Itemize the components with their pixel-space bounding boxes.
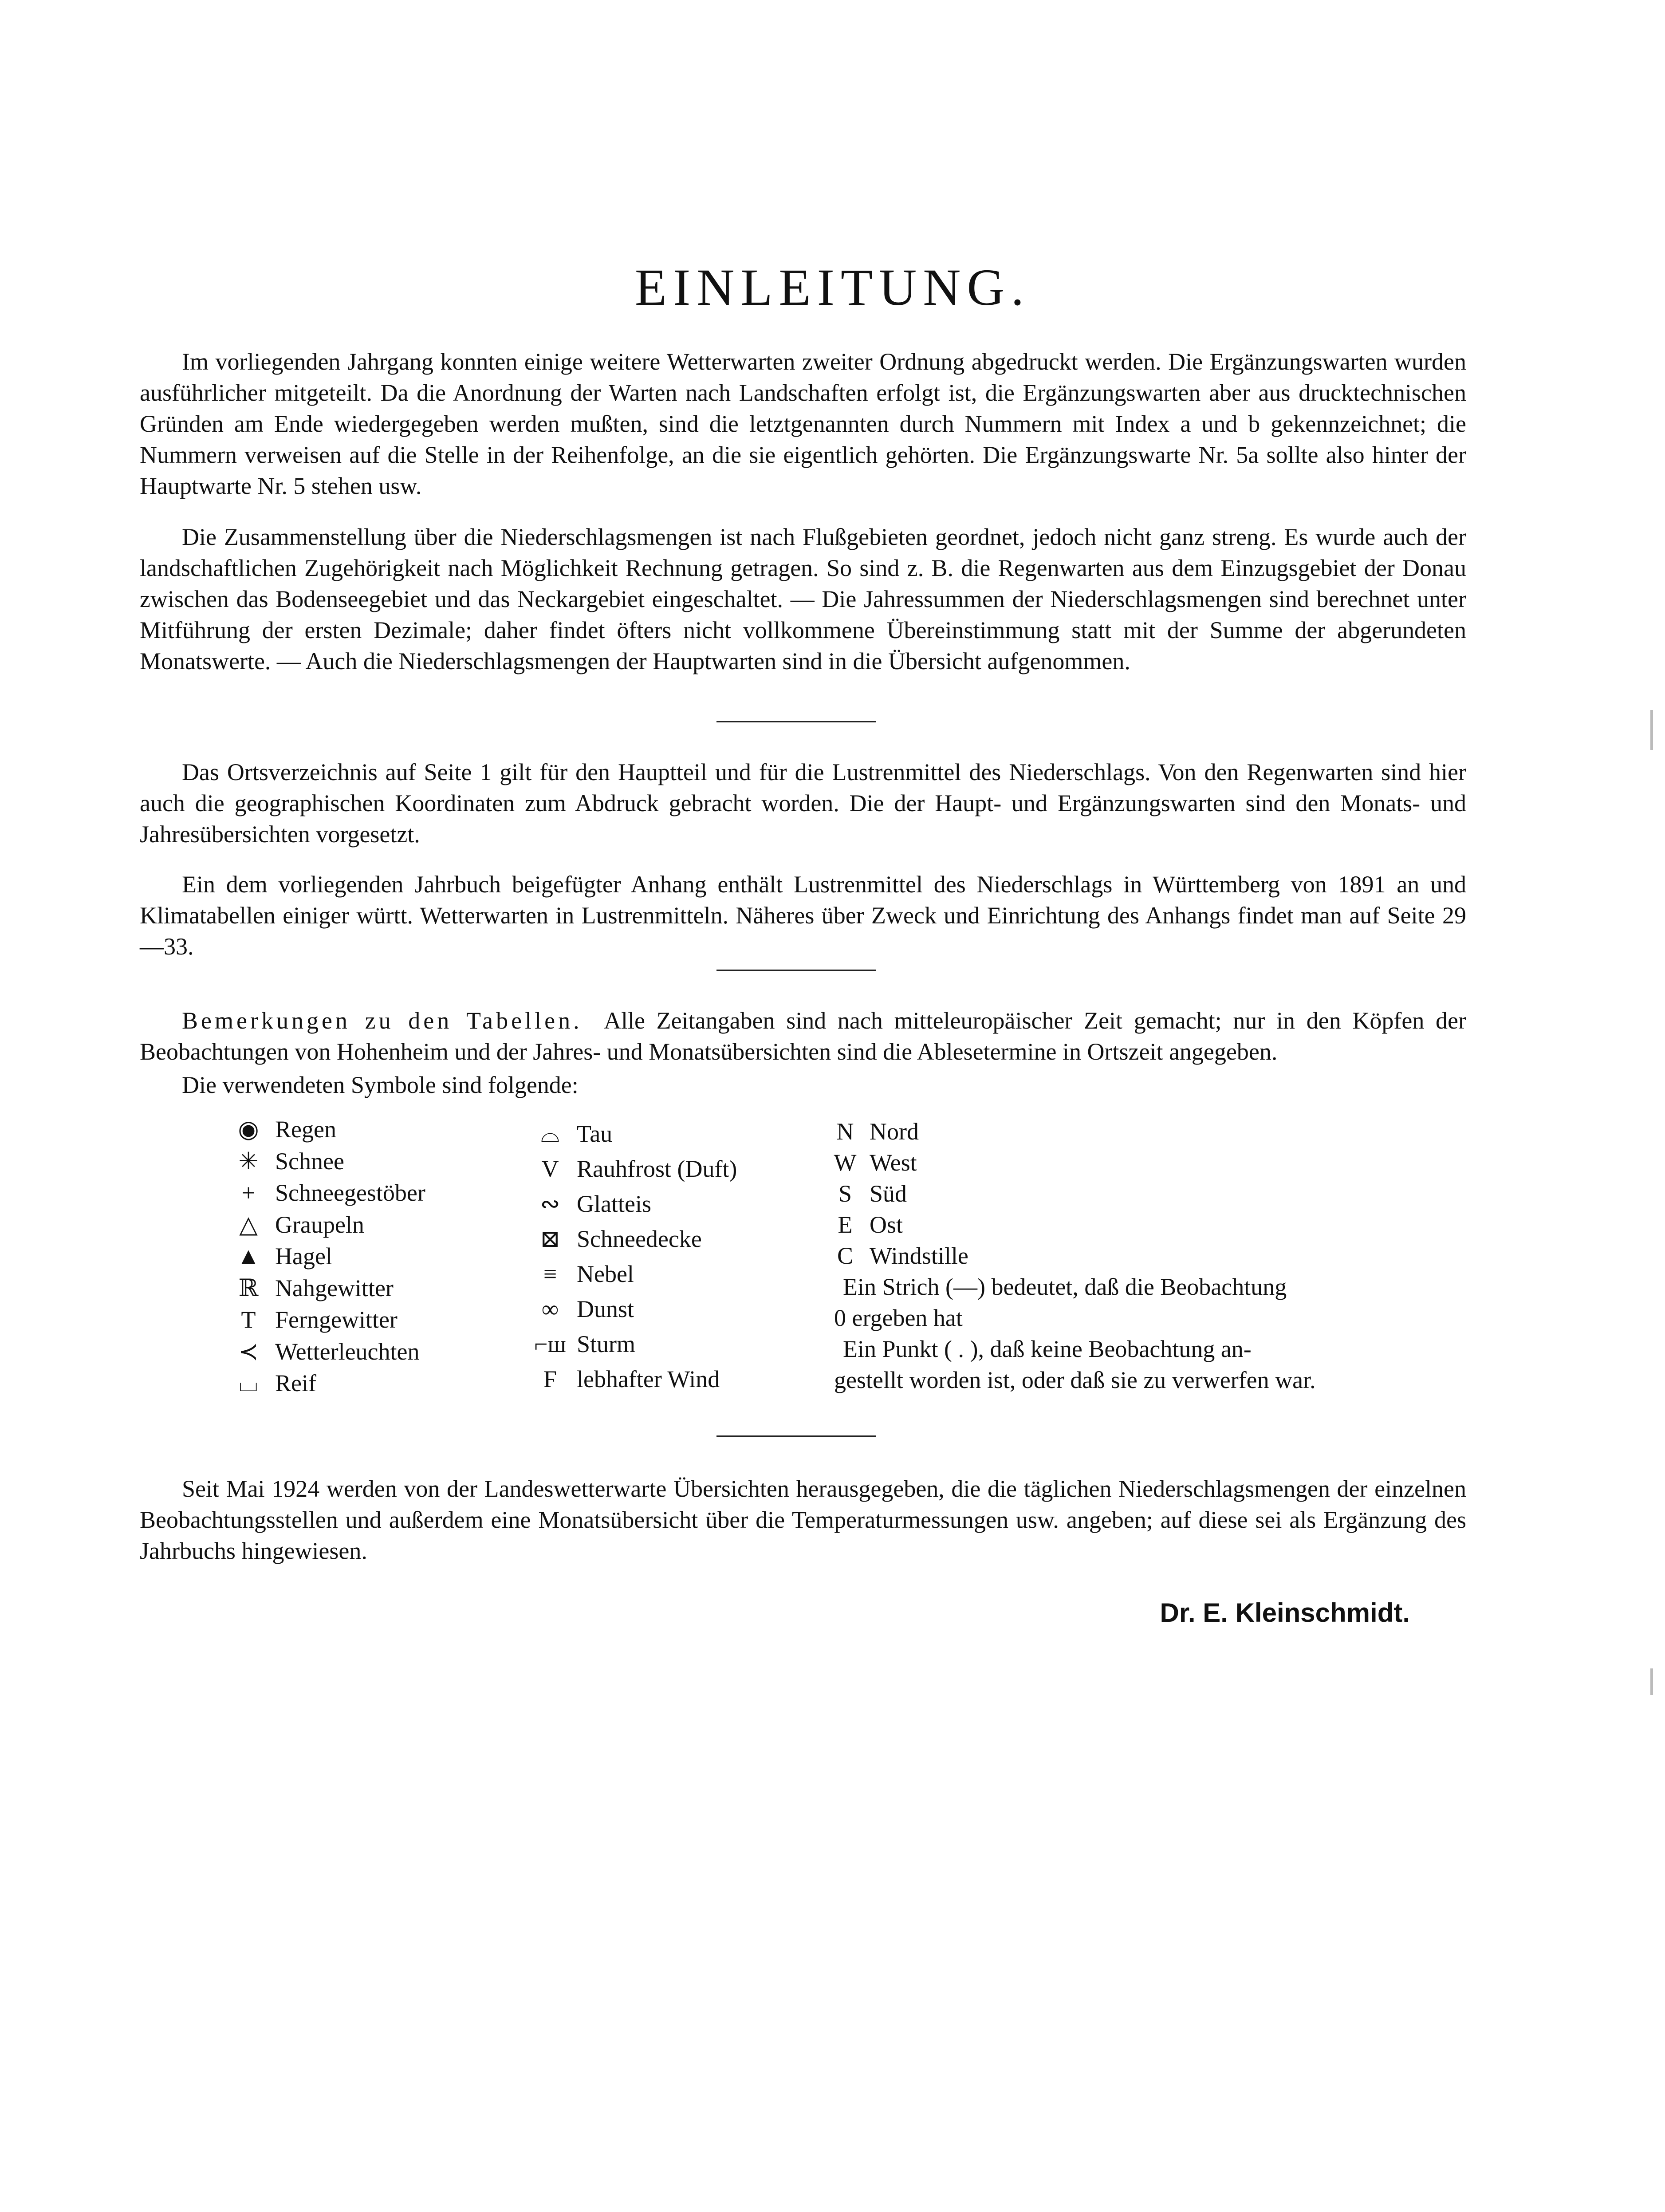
- symbol-label: lebhafter Wind: [577, 1366, 720, 1392]
- direction-letter: E: [838, 1211, 853, 1238]
- direction-letter: N: [836, 1118, 854, 1145]
- symbol-label: Wetterleuchten: [275, 1338, 420, 1365]
- haze-icon: ∞: [541, 1296, 559, 1322]
- page-title: EINLEITUNG.: [634, 258, 1031, 316]
- glaze-icon: ∾: [540, 1191, 560, 1217]
- snow-icon: ✳: [238, 1147, 259, 1175]
- dash-note: [834, 1271, 1344, 1333]
- separator-rule-3: [716, 1435, 876, 1437]
- direction-letter: C: [837, 1242, 854, 1269]
- symbol-row: [231, 1146, 344, 1177]
- symbol-row: [532, 1188, 651, 1219]
- direction-row: [827, 1178, 907, 1209]
- separator-rule-2: [716, 970, 876, 971]
- direction-label: Nord: [870, 1118, 919, 1145]
- symbol-label: Sturm: [577, 1331, 636, 1357]
- symbol-row: [231, 1209, 364, 1240]
- hoarfrost-icon: ⌴: [239, 1370, 258, 1396]
- signature: Dr. E. Kleinschmidt.: [1160, 1598, 1410, 1628]
- fog-icon: ≡: [543, 1261, 557, 1287]
- dot-note-line-2: gestellt worden ist, oder daß sie zu verwerfen war.: [834, 1367, 1316, 1393]
- distant-thunderstorm-icon: T: [241, 1306, 256, 1333]
- rime-icon: V: [541, 1155, 559, 1182]
- sheet-lightning-icon: ≺: [238, 1338, 259, 1365]
- symbol-label: Hagel: [275, 1243, 332, 1270]
- direction-label: West: [870, 1149, 917, 1176]
- scan-edge-mark: [1650, 710, 1653, 750]
- rain-icon: ◉: [238, 1116, 259, 1143]
- symbols-intro: Die verwendeten Symbole sind folgende:: [182, 1072, 579, 1098]
- near-thunderstorm-icon: ℝ: [238, 1274, 259, 1301]
- direction-row: [827, 1147, 917, 1178]
- symbol-row: [532, 1153, 737, 1184]
- symbol-row: [532, 1293, 634, 1325]
- intro-paragraph-2: Die Zusammenstellung über die Niederschlagsmengen ist nach Flußgebieten geordnet, jedoch nicht ganz streng. Es wurde auch der landschaftlichen Zugehörigkeit nach Möglichkeit Rechnung getragen. So sind z. B. die Regenwarten aus dem Einzugsgebiet der Donau zwischen das Bodenseegebiet und das Neckargebiet eingeschaltet. — Die Jahressummen der Niederschlagsmengen sind berechnet unter Mitführung der ersten Dezimale; daher findet öfters nicht vollkommene Übereinstimmung statt mit der Summe der abgerundeten Monatswerte. — Auch die Niederschlagsmengen der Hauptwarten sind in die Übersicht aufgenommen.: [140, 524, 1466, 674]
- scan-edge-mark: [1650, 1668, 1653, 1695]
- symbol-row: [231, 1241, 332, 1272]
- symbol-row: [532, 1329, 635, 1360]
- dash-note-line-2: 0 ergeben hat: [834, 1305, 963, 1331]
- dew-icon: ⌓: [540, 1120, 560, 1147]
- symbol-label: Reif: [275, 1370, 316, 1396]
- symbol-label: Tau: [577, 1120, 613, 1147]
- intro-paragraph-4: Ein dem vorliegenden Jahrbuch beigefügter Anhang enthält Lustrenmittel des Niederschlags in Württemberg von 1891 an und Klimatabellen einiger württ. Wetterwarten in Lustrenmitteln. Näheres über Zweck und Einrichtung des Anhangs findet man auf Seite 29—33.: [140, 871, 1466, 960]
- direction-letter: S: [838, 1180, 852, 1207]
- remarks-text: Alle Zeitangaben sind nach mitteleuropäischer Zeit gemacht; nur in den Köpfen der Beobachtungen von Hohenheim und der Jahres- und Monatsübersichten sind die Ablesetermine in Ortszeit angegeben.: [140, 1007, 1466, 1065]
- symbol-label: Rauhfrost (Duft): [577, 1155, 737, 1182]
- fresh-wind-icon: Ϝ: [543, 1366, 557, 1392]
- symbol-label: Nahgewitter: [275, 1274, 394, 1301]
- intro-paragraph-3: Das Ortsverzeichnis auf Seite 1 gilt für den Hauptteil und für die Lustrenmittel des Niederschlags. Von den Regenwarten sind hier auch die geographischen Koordinaten zum Abdruck gebracht worden. Die der Haupt- und Ergänzungswarten sind den Monats- und Jahresübersichten vorgesetzt.: [140, 759, 1466, 848]
- snow-cover-icon: ⊠: [540, 1226, 560, 1252]
- symbol-row: [532, 1364, 720, 1395]
- hail-icon: ▲: [236, 1243, 260, 1270]
- closing-paragraph: Seit Mai 1924 werden von der Landeswetterwarte Übersichten herausgegeben, die die täglichen Niederschlagsmengen der einzelnen Beobachtungsstellen und außerdem eine Monatsübersicht über die Temperaturmessungen usw. angeben; auf diese sei als Ergänzung des Jahrbuchs hingewiesen.: [140, 1475, 1466, 1564]
- storm-icon: ⌐ш: [534, 1331, 567, 1357]
- symbol-row: [231, 1336, 419, 1367]
- symbol-row: [231, 1368, 316, 1399]
- symbol-row: [231, 1304, 398, 1335]
- direction-label: Windstille: [870, 1242, 968, 1269]
- remarks-heading: Bemerkungen zu den Tabellen.: [182, 1007, 583, 1034]
- symbol-label: Regen: [275, 1116, 336, 1143]
- symbol-label: Graupeln: [275, 1211, 364, 1238]
- separator-rule-1: [716, 721, 876, 722]
- symbol-label: Dunst: [577, 1296, 634, 1322]
- symbol-row: [532, 1258, 634, 1289]
- remarks-paragraph: [140, 1005, 1466, 1067]
- symbol-row: [532, 1118, 612, 1149]
- symbol-label: Nebel: [577, 1261, 634, 1287]
- direction-label: Süd: [870, 1180, 907, 1207]
- snowdrift-icon: +: [241, 1179, 256, 1206]
- dash-note-line-1: Ein Strich (—) bedeutet, daß die Beobachtung: [843, 1274, 1287, 1300]
- direction-row: [827, 1209, 903, 1240]
- direction-row: [827, 1240, 968, 1271]
- dot-note: [834, 1333, 1344, 1396]
- symbol-row: [231, 1273, 394, 1304]
- symbol-label: Schnee: [275, 1147, 344, 1175]
- symbol-row: [532, 1223, 702, 1254]
- symbol-row: [231, 1177, 425, 1208]
- symbol-row: [231, 1114, 336, 1145]
- symbol-label: Glatteis: [577, 1191, 651, 1217]
- graupel-icon: △: [239, 1211, 258, 1238]
- symbol-label: Schneegestöber: [275, 1179, 425, 1206]
- intro-paragraph-1: Im vorliegenden Jahrgang konnten einige weitere Wetterwarten zweiter Ordnung abgedruckt werden. Die Ergänzungswarten wurden ausführlicher mitgeteilt. Da die Anordnung der Warten nach Landschaften erfolgt ist, die Ergänzungswarten aber aus drucktechnischen Gründen am Ende wiedergegeben werden mußten, sind die letztgenannten durch Nummern mit Index a und b gekennzeichnet; die Nummern verweisen auf die Stelle in der Reihenfolge, an die sie eigentlich gehörten. Die Ergänzungswarte Nr. 5a sollte also hinter der Hauptwarte Nr. 5 stehen usw.: [140, 348, 1466, 499]
- dot-note-line-1: Ein Punkt ( . ), daß keine Beobachtung an-: [843, 1336, 1252, 1362]
- direction-row: [827, 1116, 919, 1147]
- direction-label: Ost: [870, 1211, 903, 1238]
- symbol-label: Ferngewitter: [275, 1306, 398, 1333]
- direction-letter: W: [834, 1149, 857, 1176]
- symbol-label: Schneedecke: [577, 1226, 702, 1252]
